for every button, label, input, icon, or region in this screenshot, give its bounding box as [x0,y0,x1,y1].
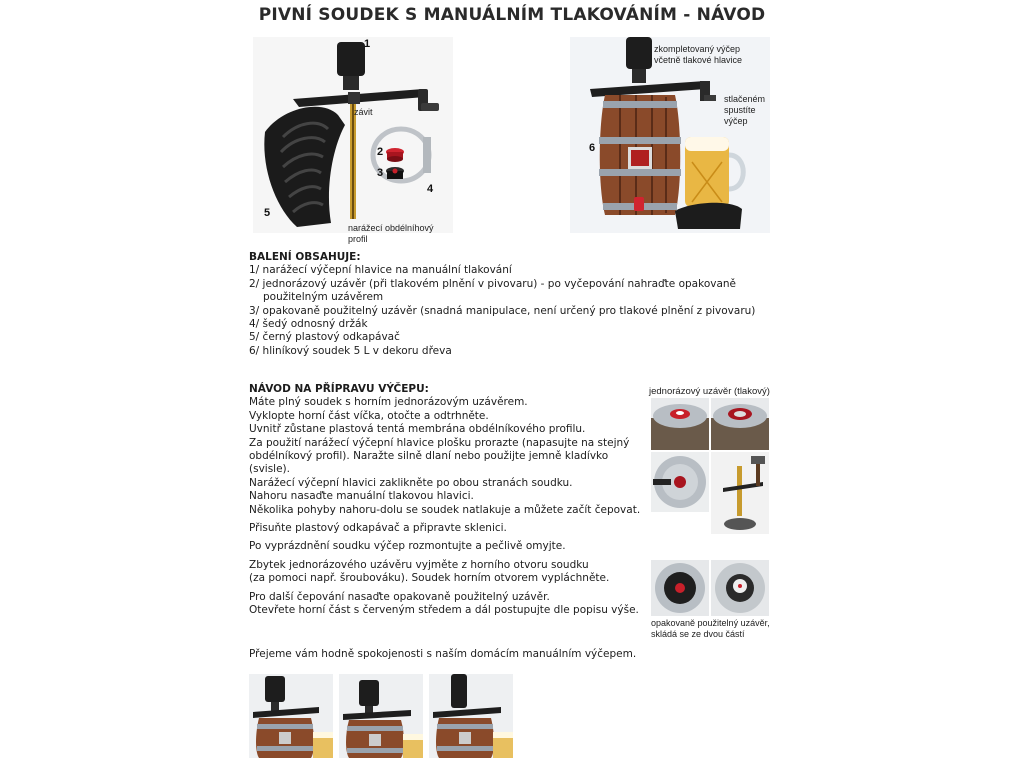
contents-item: 6/ hliníkový soudek 5 L v dekoru dřeva [249,344,452,357]
contents-item: 1/ narážecí výčepní hlavice na manuální tlakování [249,264,512,277]
contents-item: 3/ opakovaně použitelný uzávěr (snadná manipulace, není určený pro tlakové plnění z pivovaru) [249,304,756,317]
parts-photo [253,37,453,244]
beer-mug-shape [685,137,743,207]
keg-body-shape [599,95,681,215]
instruction-line: Otevřete horní část s červeným středem a dál postupujte dle popisu výše. [249,604,639,617]
instruction-line: (za pomoci např. šroubováku). Soudek horním otvorem vypláchněte. [249,572,610,585]
parts-illustration [253,37,453,233]
instruction-line: Pro další čepování nasaďte opakovaně použitelný uzávěr. [249,590,550,603]
reusable-cap-shape [386,167,404,179]
disposable-cap-shape [386,148,404,162]
instruction-line: Po vyprázdnění soudku výčep rozmontujte a pečlivě omyjte. [249,540,566,553]
disposable-cap-caption: jednorázový uzávěr (tlakový) [649,386,770,397]
complete-caption-line1: zkompletovaný výčep [654,44,741,54]
reusable-cap-caption-line1: opakovaně použitelný uzávěr, [651,618,770,628]
part-number-4: 4 [427,183,434,195]
press-caption-line1: stlačeném [724,94,766,104]
closing-text: Přejeme vám hodně spokojenosti s naším domácím manuálním výčepem. [249,648,637,660]
contents-item: 4/ šedý odnosný držák [249,318,368,331]
reusable-cap-photo-1 [651,560,709,616]
instructions-section [249,383,649,618]
contents-item: 5/ černý plastový odkapávač [249,331,400,344]
pumping-photo-3 [429,674,513,758]
instruction-line: Za použití narážecí výčepní hlavice plošku prorazte (napasujte na stejný [249,436,630,449]
reusable-cap-caption-line2: skládá se ze dvou částí [651,629,745,639]
thread-label: závit [354,107,373,117]
press-caption-line2: spustíte [724,105,756,115]
pump-head-shape [337,42,365,90]
instructions-heading: NÁVOD NA PŘÍPRAVU VÝČEPU: [249,383,429,395]
assembled-keg-illustration [570,37,770,233]
disposable-cap-photo-2 [711,398,769,450]
disposable-cap-photo-1 [651,398,709,450]
complete-caption-line2: včetně tlakové hlavice [654,55,743,65]
contents-item: 2/ jednorázový uzávěr (při tlakovém plnění v pivovaru) - po vyčepování nahraďte opakovaně [249,277,737,290]
part-number-6: 6 [589,142,596,154]
reusable-cap-photo-2 [711,560,769,616]
contents-item: použitelným uzávěrem [263,291,384,304]
contents-heading: BALENÍ OBSAHUJE: [249,251,361,263]
drip-tray-shape [264,107,345,227]
part-number-1: 1 [364,38,371,50]
part-number-3: 3 [377,167,384,179]
instruction-line: Vyklopte horní část víčka, otočte a odtrhněte. [249,409,489,422]
page-title: PIVNÍ SOUDEK S MANUÁLNÍM TLAKOVÁNÍM - NÁVOD [258,5,766,25]
instruction-line: obdélníkový profil). Naražte silně dlaní nebo použijte jemně kladívko (svisle). [249,450,609,476]
profile-label: narážecí obdélníhový profil [348,223,434,244]
instruction-line: Několika pohyby nahoru-dolu se soudek natlakuje a můžete začít čepovat. [249,503,641,516]
package-contents-section [249,251,789,358]
pumping-photo-2 [339,674,423,758]
hammer-photo [711,452,769,534]
instruction-line: Přisuňte plastový odkapávač a připravte sklenici. [249,522,507,535]
part-number-2: 2 [377,146,384,158]
press-caption-line3: výčep [724,116,748,126]
instruction-line: Uvnitř zůstane plastová tentá membrána obdélníkového profilu. [249,423,586,436]
instruction-line: Zbytek jednorázového uzávěru vyjměte z horního otvoru soudku [249,558,589,571]
pumping-photo-1 [249,674,333,758]
instruction-line: Nahoru nasaďte manuální tlakovou hlavici. [249,490,474,503]
membrane-photo [651,452,709,512]
instruction-line: Narážecí výčepní hlavici zaklikněte po obou stranách soudku. [249,476,573,489]
part-number-5: 5 [264,207,271,219]
instruction-line: Máte plný soudek s horním jednorázovým uzávěrem. [249,396,528,409]
assembled-keg-photo [570,37,770,233]
closing-note [249,648,749,661]
